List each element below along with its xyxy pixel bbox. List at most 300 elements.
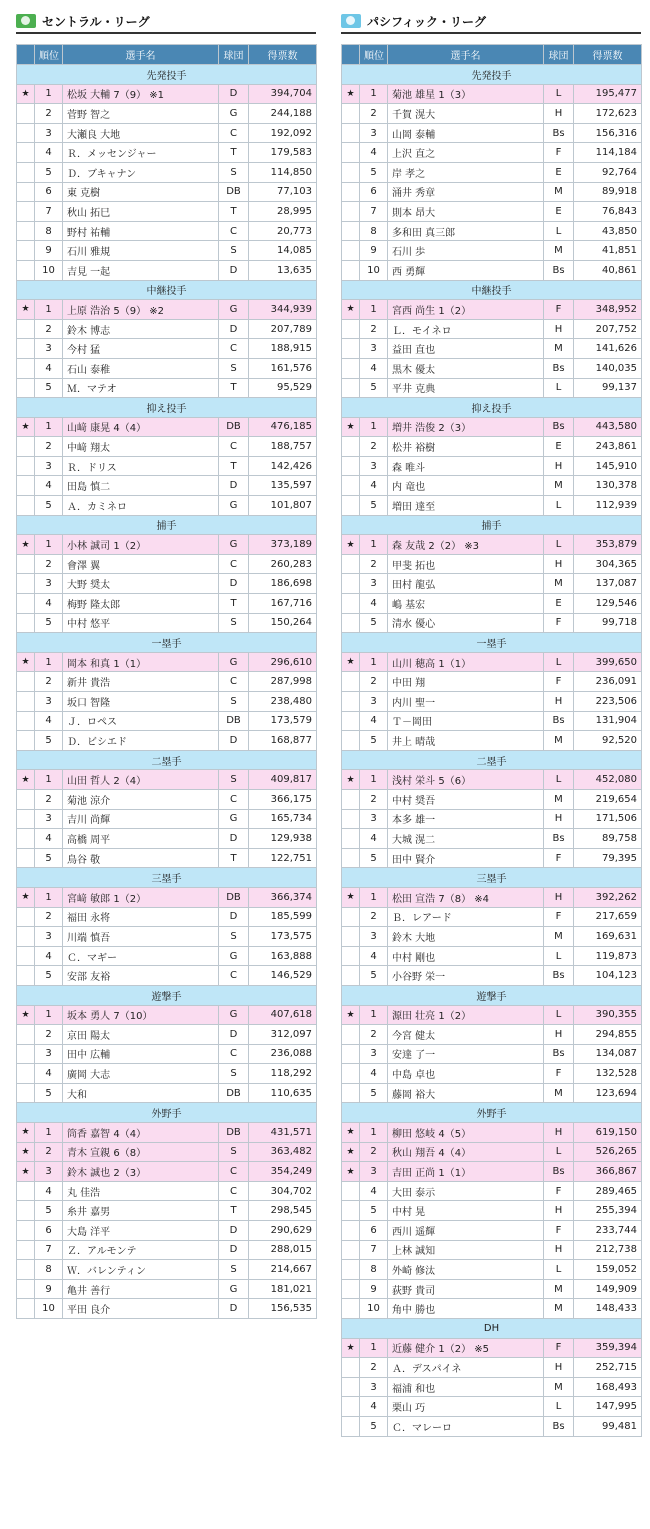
table-row	[17, 672, 317, 692]
player-name-cell: 今村 猛	[63, 339, 219, 359]
table-row	[342, 613, 642, 633]
votes-cell: 186,698	[249, 574, 317, 594]
table-row	[342, 848, 642, 868]
team-cell: T	[219, 143, 249, 163]
team-cell: S	[219, 927, 249, 947]
team-cell: L	[544, 1397, 574, 1417]
player-name-cell: 平井 克典	[388, 378, 544, 398]
selected-star-icon	[342, 1201, 360, 1221]
selected-star-icon	[17, 1181, 35, 1201]
team-cell: T	[219, 848, 249, 868]
selected-star-icon	[342, 496, 360, 516]
rank-cell: 8	[360, 1260, 388, 1280]
table-row	[342, 260, 642, 280]
rank-cell: 5	[35, 1201, 63, 1221]
rank-cell: 1	[360, 887, 388, 907]
selected-star-icon	[17, 476, 35, 496]
player-name-cell: 秋山 拓巳	[63, 202, 219, 222]
rank-cell: 3	[360, 574, 388, 594]
player-name-cell: 栗山 巧	[388, 1397, 544, 1417]
selected-star-icon	[342, 339, 360, 359]
votes-cell: 40,861	[574, 260, 642, 280]
player-name-cell: 坂本 勇人 7（10）	[63, 1005, 219, 1025]
player-name-cell: 森 友哉 2（2） ※3	[388, 535, 544, 555]
rank-cell: 2	[360, 672, 388, 692]
table-row	[342, 202, 642, 222]
player-name-cell: 中村 剛也	[388, 946, 544, 966]
team-cell: T	[219, 378, 249, 398]
player-name-cell: 荻野 貴司	[388, 1279, 544, 1299]
team-cell: D	[219, 1240, 249, 1260]
votes-cell: 236,091	[574, 672, 642, 692]
table-row	[342, 692, 642, 712]
team-cell: H	[544, 1025, 574, 1045]
votes-cell: 344,939	[249, 300, 317, 320]
table-row	[17, 711, 317, 731]
rank-cell: 1	[35, 652, 63, 672]
selected-star-icon: ★	[342, 770, 360, 790]
rank-cell: 5	[360, 378, 388, 398]
player-name-cell: 本多 雄一	[388, 809, 544, 829]
player-name-cell: 菅野 智之	[63, 104, 219, 124]
player-name-cell: Ｔ－岡田	[388, 711, 544, 731]
rank-cell: 1	[35, 535, 63, 555]
votes-cell: 298,545	[249, 1201, 317, 1221]
table-row	[342, 221, 642, 241]
team-cell: M	[544, 789, 574, 809]
team-cell: F	[544, 143, 574, 163]
team-cell: G	[219, 809, 249, 829]
selected-star-icon	[17, 221, 35, 241]
selected-star-icon: ★	[342, 1162, 360, 1182]
table-row	[342, 711, 642, 731]
table-row	[17, 1260, 317, 1280]
position-title: 二塁手	[342, 750, 642, 770]
selected-star-icon	[17, 829, 35, 849]
player-name-cell: 岸 孝之	[388, 162, 544, 182]
team-cell: D	[219, 476, 249, 496]
team-cell: G	[219, 496, 249, 516]
team-cell: M	[544, 1279, 574, 1299]
team-cell: L	[544, 84, 574, 104]
rank-cell: 3	[360, 927, 388, 947]
votes-cell: 373,189	[249, 535, 317, 555]
table-row	[342, 594, 642, 614]
player-name-cell: 梅野 隆太郎	[63, 594, 219, 614]
team-cell: H	[544, 1201, 574, 1221]
player-name-cell: Ｄ．ビシエド	[63, 731, 219, 751]
team-cell: D	[219, 1025, 249, 1045]
table-row	[17, 829, 317, 849]
team-cell: Bs	[544, 711, 574, 731]
table-row	[342, 1005, 642, 1025]
rank-cell: 9	[35, 1279, 63, 1299]
votes-cell: 296,610	[249, 652, 317, 672]
player-name-cell: 高橋 周平	[63, 829, 219, 849]
selected-star-icon	[17, 789, 35, 809]
rank-cell: 5	[35, 848, 63, 868]
table-row	[342, 358, 642, 378]
selected-star-icon	[17, 966, 35, 986]
position-title: 中継投手	[342, 280, 642, 300]
position-section-header	[17, 398, 317, 418]
team-cell: L	[544, 496, 574, 516]
votes-cell: 354,249	[249, 1162, 317, 1182]
selected-star-icon: ★	[342, 652, 360, 672]
team-cell: G	[219, 104, 249, 124]
team-cell: E	[544, 594, 574, 614]
team-cell: S	[219, 358, 249, 378]
player-name-cell: 大島 洋平	[63, 1221, 219, 1241]
team-cell: M	[544, 927, 574, 947]
player-name-cell: 糸井 嘉男	[63, 1201, 219, 1221]
votes-cell: 142,426	[249, 456, 317, 476]
selected-star-icon	[17, 711, 35, 731]
team-cell: F	[544, 1064, 574, 1084]
rank-cell: 4	[35, 476, 63, 496]
table-header-row	[17, 45, 317, 65]
votes-cell: 452,080	[574, 770, 642, 790]
team-cell: F	[544, 848, 574, 868]
selected-star-icon	[342, 1260, 360, 1280]
table-row	[342, 476, 642, 496]
votes-cell: 118,292	[249, 1064, 317, 1084]
team-cell: Bs	[544, 123, 574, 143]
rank-cell: 2	[360, 554, 388, 574]
team-cell: M	[544, 182, 574, 202]
rank-cell: 4	[35, 594, 63, 614]
team-cell: D	[219, 574, 249, 594]
rank-cell: 1	[360, 1123, 388, 1143]
player-name-cell: 浅村 栄斗 5（6）	[388, 770, 544, 790]
team-cell: Bs	[544, 1044, 574, 1064]
table-row	[342, 1279, 642, 1299]
votes-cell: 141,626	[574, 339, 642, 359]
selected-star-icon	[17, 809, 35, 829]
selected-star-icon	[342, 358, 360, 378]
player-name-cell: 森 唯斗	[388, 456, 544, 476]
team-cell: F	[544, 1181, 574, 1201]
player-name-cell: 安達 了一	[388, 1044, 544, 1064]
rank-cell: 4	[360, 476, 388, 496]
player-name-cell: 東 克樹	[63, 182, 219, 202]
rank-cell: 3	[360, 1162, 388, 1182]
team-cell: S	[219, 1064, 249, 1084]
selected-star-icon: ★	[17, 535, 35, 555]
rank-cell: 9	[360, 241, 388, 261]
player-column-header: 選手名	[63, 45, 219, 65]
table-row	[17, 946, 317, 966]
selected-star-icon	[17, 1044, 35, 1064]
votes-cell: 147,995	[574, 1397, 642, 1417]
votes-cell: 149,909	[574, 1279, 642, 1299]
selected-star-icon	[342, 1025, 360, 1045]
league-title: セントラル・リーグ	[42, 14, 150, 29]
rank-cell: 5	[35, 613, 63, 633]
rank-cell: 4	[35, 358, 63, 378]
player-name-cell: 山川 穂高 1（1）	[388, 652, 544, 672]
team-cell: Bs	[544, 1162, 574, 1182]
rank-cell: 1	[360, 652, 388, 672]
rank-cell: 3	[35, 339, 63, 359]
votes-cell: 217,659	[574, 907, 642, 927]
selected-star-icon: ★	[17, 1005, 35, 1025]
rank-cell: 2	[35, 1025, 63, 1045]
votes-cell: 366,867	[574, 1162, 642, 1182]
player-name-cell: 甲斐 拓也	[388, 554, 544, 574]
player-name-cell: 吉田 正尚 1（1）	[388, 1162, 544, 1182]
selected-star-icon	[342, 182, 360, 202]
rank-cell: 2	[35, 104, 63, 124]
player-name-cell: 鈴木 誠也 2（3）	[63, 1162, 219, 1182]
player-name-cell: 中﨑 翔太	[63, 437, 219, 457]
rank-cell: 3	[35, 927, 63, 947]
rank-cell: 4	[35, 829, 63, 849]
team-cell: C	[219, 789, 249, 809]
team-cell: T	[219, 1201, 249, 1221]
rank-cell: 4	[360, 143, 388, 163]
team-cell: H	[544, 1358, 574, 1378]
table-row	[342, 789, 642, 809]
selected-star-icon	[17, 241, 35, 261]
selected-star-icon: ★	[342, 535, 360, 555]
player-name-cell: 岡本 和真 1（1）	[63, 652, 219, 672]
player-name-cell: 近藤 健介 1（2） ※5	[388, 1338, 544, 1358]
position-title: 一塁手	[342, 633, 642, 653]
table-row	[342, 887, 642, 907]
votes-cell: 179,583	[249, 143, 317, 163]
table-row	[17, 358, 317, 378]
player-name-cell: 宮西 尚生 1（2）	[388, 300, 544, 320]
table-row	[342, 1221, 642, 1241]
table-row	[342, 339, 642, 359]
rank-cell: 1	[35, 770, 63, 790]
table-row	[342, 554, 642, 574]
votes-cell: 137,087	[574, 574, 642, 594]
rank-cell: 3	[35, 123, 63, 143]
position-title: 遊撃手	[342, 985, 642, 1005]
votes-cell: 207,789	[249, 319, 317, 339]
table-row	[17, 202, 317, 222]
rank-cell: 3	[360, 123, 388, 143]
selected-star-icon	[17, 456, 35, 476]
table-row	[17, 594, 317, 614]
selected-star-icon	[342, 1064, 360, 1084]
selected-star-icon	[17, 1025, 35, 1045]
table-row	[342, 1181, 642, 1201]
votes-cell: 526,265	[574, 1142, 642, 1162]
position-section-header	[342, 515, 642, 535]
table-row	[342, 770, 642, 790]
selected-star-icon	[342, 202, 360, 222]
team-cell: L	[544, 946, 574, 966]
selected-star-icon	[342, 946, 360, 966]
team-cell: T	[219, 202, 249, 222]
table-row	[17, 221, 317, 241]
votes-cell: 76,843	[574, 202, 642, 222]
selected-star-icon	[342, 731, 360, 751]
position-section-header	[342, 398, 642, 418]
league-title: パシフィック・リーグ	[367, 14, 487, 29]
votes-cell: 207,752	[574, 319, 642, 339]
player-name-cell: 井上 晴哉	[388, 731, 544, 751]
player-name-cell: 松田 宣浩 7（8） ※4	[388, 887, 544, 907]
votes-cell: 219,654	[574, 789, 642, 809]
selected-star-icon	[342, 1397, 360, 1417]
position-section-header	[342, 1319, 642, 1339]
rank-cell: 4	[360, 1397, 388, 1417]
rank-cell: 2	[35, 907, 63, 927]
selected-star-icon	[342, 692, 360, 712]
table-row	[342, 496, 642, 516]
votes-cell: 359,394	[574, 1338, 642, 1358]
votes-cell: 195,477	[574, 84, 642, 104]
team-cell: Bs	[544, 260, 574, 280]
rank-cell: 6	[360, 1221, 388, 1241]
table-row	[17, 260, 317, 280]
team-cell: DB	[219, 417, 249, 437]
team-cell: E	[544, 202, 574, 222]
rank-cell: 1	[360, 535, 388, 555]
rank-cell: 2	[35, 319, 63, 339]
rank-cell: 2	[360, 104, 388, 124]
team-cell: D	[219, 907, 249, 927]
player-name-cell: 増田 達至	[388, 496, 544, 516]
player-name-cell: 菊池 雄星 1（3）	[388, 84, 544, 104]
table-row	[17, 1123, 317, 1143]
team-cell: L	[544, 1005, 574, 1025]
player-name-cell: 藤岡 裕大	[388, 1083, 544, 1103]
table-row	[17, 731, 317, 751]
team-cell: C	[219, 1181, 249, 1201]
table-row	[342, 123, 642, 143]
selected-star-icon	[342, 809, 360, 829]
team-cell: D	[219, 731, 249, 751]
team-cell: L	[544, 535, 574, 555]
votes-cell: 101,807	[249, 496, 317, 516]
position-title: 三塁手	[17, 868, 317, 888]
selected-star-icon	[342, 1083, 360, 1103]
table-row	[17, 927, 317, 947]
votes-cell: 409,817	[249, 770, 317, 790]
player-name-cell: 京田 陽太	[63, 1025, 219, 1045]
table-row	[17, 692, 317, 712]
votes-cell: 168,877	[249, 731, 317, 751]
player-name-cell: 益田 直也	[388, 339, 544, 359]
rank-cell: 2	[360, 907, 388, 927]
rank-cell: 5	[360, 496, 388, 516]
votes-cell: 214,667	[249, 1260, 317, 1280]
team-cell: D	[219, 829, 249, 849]
table-row	[17, 1064, 317, 1084]
selected-star-icon	[342, 907, 360, 927]
rank-cell: 7	[35, 202, 63, 222]
selected-star-icon	[17, 143, 35, 163]
table-row	[342, 966, 642, 986]
rank-cell: 4	[360, 711, 388, 731]
position-title: 外野手	[17, 1103, 317, 1123]
selected-star-icon	[17, 946, 35, 966]
team-cell: L	[544, 652, 574, 672]
team-column-header: 球団	[544, 45, 574, 65]
votes-cell: 431,571	[249, 1123, 317, 1143]
table-row	[17, 162, 317, 182]
selected-star-icon: ★	[342, 84, 360, 104]
team-cell: H	[544, 887, 574, 907]
rank-cell: 1	[360, 770, 388, 790]
table-row	[17, 84, 317, 104]
team-cell: C	[219, 1162, 249, 1182]
votes-cell: 243,861	[574, 437, 642, 457]
table-row	[342, 1025, 642, 1045]
votes-cell: 161,576	[249, 358, 317, 378]
table-row	[342, 456, 642, 476]
player-name-cell: 山﨑 康晃 4（4）	[63, 417, 219, 437]
player-name-cell: 野村 祐輔	[63, 221, 219, 241]
team-cell: S	[219, 613, 249, 633]
rank-cell: 3	[360, 456, 388, 476]
player-name-cell: Ｍ．マテオ	[63, 378, 219, 398]
table-row	[342, 731, 642, 751]
table-row	[17, 809, 317, 829]
player-name-cell: 源田 壮亮 1（2）	[388, 1005, 544, 1025]
player-name-cell: 中村 晃	[388, 1201, 544, 1221]
rank-cell: 4	[360, 358, 388, 378]
player-name-cell: 中村 悠平	[63, 613, 219, 633]
selected-star-icon	[17, 162, 35, 182]
position-section-header	[17, 1103, 317, 1123]
selected-star-icon	[17, 1201, 35, 1221]
position-section-header	[17, 515, 317, 535]
table-row	[342, 1162, 642, 1182]
team-cell: D	[219, 319, 249, 339]
player-name-cell: 石川 雅規	[63, 241, 219, 261]
team-cell: C	[219, 966, 249, 986]
rank-cell: 1	[360, 1005, 388, 1025]
position-section-header	[342, 750, 642, 770]
rank-cell: 5	[360, 848, 388, 868]
player-name-cell: 山田 哲人 2（4）	[63, 770, 219, 790]
rank-cell: 2	[35, 437, 63, 457]
selected-star-icon	[17, 554, 35, 574]
rank-cell: 1	[35, 887, 63, 907]
player-name-cell: 宮﨑 敏郎 1（2）	[63, 887, 219, 907]
table-row	[342, 104, 642, 124]
rank-cell: 10	[35, 1299, 63, 1319]
team-cell: Bs	[544, 829, 574, 849]
rank-cell: 7	[360, 202, 388, 222]
selected-star-icon	[17, 927, 35, 947]
rank-cell: 2	[35, 672, 63, 692]
selected-star-icon	[342, 1377, 360, 1397]
selected-star-icon	[342, 829, 360, 849]
rank-cell: 5	[360, 1201, 388, 1221]
player-name-cell: 中村 奨吾	[388, 789, 544, 809]
team-cell: M	[544, 241, 574, 261]
votes-cell: 212,738	[574, 1240, 642, 1260]
player-name-cell: 坂口 智隆	[63, 692, 219, 712]
player-name-cell: 川端 慎吾	[63, 927, 219, 947]
team-cell: G	[219, 946, 249, 966]
selected-star-icon	[17, 1240, 35, 1260]
player-name-cell: 嶋 基宏	[388, 594, 544, 614]
table-row	[342, 1064, 642, 1084]
player-name-cell: 上原 浩治 5（9） ※2	[63, 300, 219, 320]
rank-cell: 1	[35, 300, 63, 320]
position-title: 捕手	[17, 515, 317, 535]
central-league-logo-icon	[16, 14, 36, 28]
team-cell: C	[219, 1044, 249, 1064]
